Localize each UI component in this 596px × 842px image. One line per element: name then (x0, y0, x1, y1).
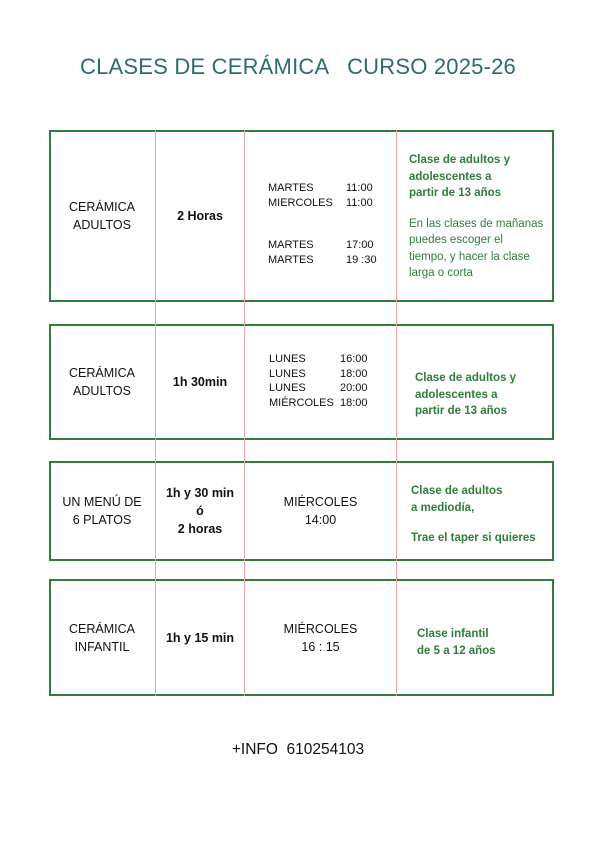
row3-day: MIÉRCOLES (283, 495, 358, 509)
schedule-time: 19 :30 (346, 253, 377, 266)
row2-duration: 1h 30min (172, 375, 228, 389)
row3-note (397, 461, 554, 561)
note-line: puedes escoger el (409, 234, 503, 246)
note-line: En las clases de mañanas (409, 217, 544, 230)
row3-schedule (245, 461, 396, 561)
row1-activity-line2: ADULTOS (73, 218, 131, 232)
row3-activity-line1: UN MENÚ DE (62, 495, 142, 509)
row4-activity (49, 579, 155, 696)
schedule-time: 18:00 (340, 367, 368, 380)
row3-activity (49, 461, 155, 561)
note-line: a mediodía, (411, 501, 475, 514)
schedule-day: MARTES (268, 253, 314, 266)
note-line: de 5 a 12 años (417, 644, 496, 657)
row2-schedule-list (269, 352, 368, 410)
schedule-day: MARTES (268, 239, 314, 251)
schedule-day: LUNES (269, 382, 306, 394)
contact-info: +INFO 610254103 (231, 741, 365, 758)
row4-activity-line1: CERÁMICA (69, 621, 135, 636)
note-line: Clase de adultos (411, 485, 503, 497)
note-line: tiempo, y hacer la clase (409, 250, 530, 263)
schedule-day: MARTES (268, 182, 314, 194)
row1-activity (49, 130, 155, 302)
row3-duration-line3: 2 horas (177, 522, 223, 536)
schedule-day: LUNES (269, 353, 306, 365)
row1-duration: 2 Horas (177, 209, 223, 223)
schedule-time: 11:00 (346, 182, 373, 194)
schedule-entry (268, 253, 377, 268)
schedule-entry (269, 367, 368, 382)
row1-note-text (409, 152, 543, 282)
row4-note (397, 579, 554, 696)
note-line: Clase de adultos y (415, 372, 516, 384)
row1-activity-line1: CERÁMICA (69, 200, 135, 214)
note-line: larga o corta (409, 267, 473, 279)
note-line: Trae el taper si quieres (411, 532, 536, 544)
note-line: Clase infantil (417, 628, 489, 640)
schedule-day: LUNES (269, 367, 306, 380)
row4-note-text (417, 626, 496, 659)
note-line: adolescentes a (409, 170, 492, 183)
note-line: partir de 13 años (415, 405, 508, 417)
schedule-day: MIERCOLES (268, 196, 333, 209)
row3-duration (156, 461, 244, 561)
row1-schedule-list (268, 181, 377, 267)
note-line: partir de 13 años (409, 187, 502, 199)
row2-note-text (415, 370, 516, 420)
row4-duration: 1h y 15 min (165, 630, 235, 645)
schedule-time: 16:00 (340, 353, 368, 365)
schedule-time: 17:00 (346, 239, 374, 251)
row2-schedule (245, 324, 396, 440)
row3-activity-line2: 6 PLATOS (72, 513, 132, 527)
row2-activity-line1: CERÁMICA (69, 366, 135, 380)
schedule-entry (268, 238, 377, 253)
row4-schedule (245, 579, 396, 696)
schedule-entry (268, 181, 377, 196)
row3-duration-line1: 1h y 30 min (165, 486, 235, 500)
row2-activity-line2: ADULTOS (73, 384, 131, 398)
row4-day: MIÉRCOLES (283, 621, 358, 636)
row1-note (397, 130, 554, 302)
schedule-entry (269, 381, 368, 396)
schedule-time: 18:00 (340, 396, 368, 409)
note-line: adolescentes a (415, 388, 498, 401)
schedule-entry (268, 196, 377, 211)
note-line: Clase de adultos y (409, 154, 510, 166)
row4-time: 16 : 15 (301, 639, 340, 654)
schedule-entry (269, 352, 368, 367)
row1-schedule (245, 130, 396, 302)
row2-note (397, 324, 554, 440)
schedule-entry (269, 396, 368, 411)
row3-time: 14:00 (304, 513, 337, 527)
row4-activity-line2: INFANTIL (74, 639, 130, 654)
page-title: CLASES DE CERÁMICA CURSO 2025-26 (80, 54, 516, 79)
schedule-day: MIÉRCOLES (269, 396, 334, 409)
schedule-time: 20:00 (340, 382, 368, 394)
row3-duration-line2: ó (196, 504, 204, 518)
schedule-time: 11:00 (346, 196, 373, 209)
row2-activity (49, 324, 155, 440)
row3-note-text (411, 483, 536, 547)
